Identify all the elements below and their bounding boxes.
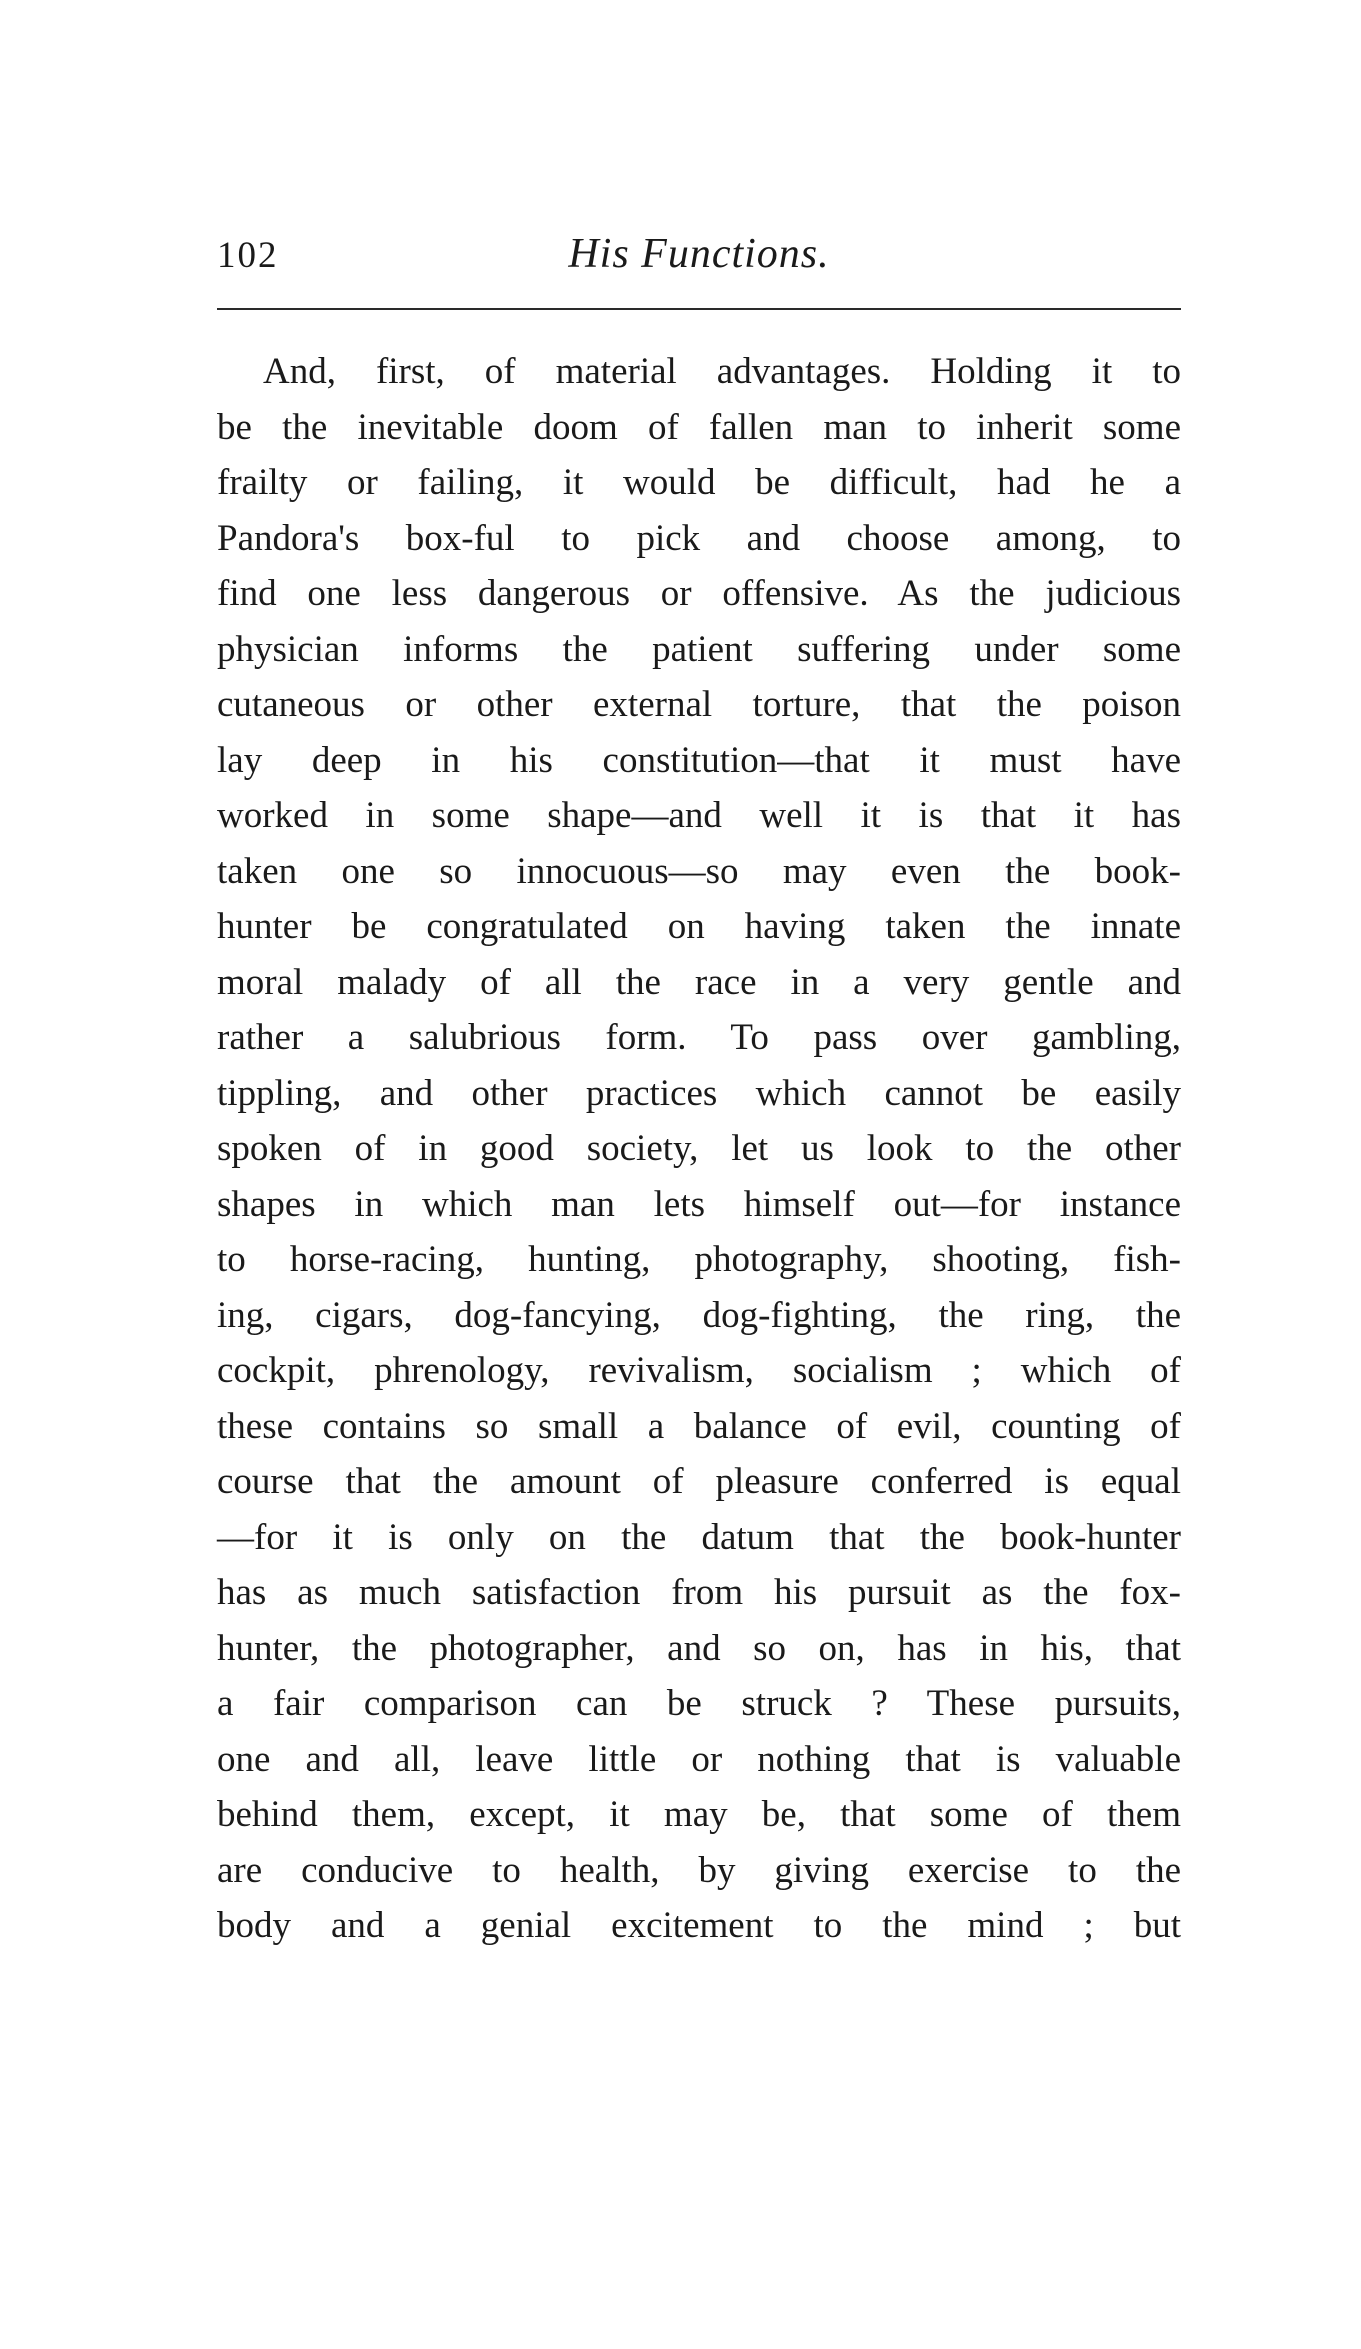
- text-line: worked in some shape—and well it is that it has: [217, 795, 1181, 836]
- text-line: physician informs the patient suffering under some: [217, 628, 1181, 670]
- text-line: And, first, of material advantages. Holding it to: [263, 351, 1181, 392]
- page-number: 102: [217, 235, 279, 276]
- text-line: rather a salubrious form. To pass over gambling,: [217, 1017, 1181, 1058]
- text-line: behind them, except, it may be, that some of them: [217, 1794, 1181, 1835]
- header-rule: [217, 308, 1181, 310]
- text-line: be the inevitable doom of fallen man to inherit some: [217, 406, 1181, 448]
- text-line: —for it is only on the datum that the book-hunter: [217, 1516, 1181, 1558]
- text-line: cutaneous or other external torture, that the poison: [217, 684, 1181, 725]
- text-line: tippling, and other practices which cannot be easily: [217, 1072, 1181, 1114]
- running-title: His Functions.: [568, 231, 830, 277]
- text-line: to horse-racing, hunting, photography, shooting, fish-: [217, 1239, 1181, 1280]
- text-line: lay deep in his constitution—that it must have: [217, 739, 1181, 781]
- text-line: spoken of in good society, let us look to the other: [217, 1128, 1181, 1169]
- text-line: course that the amount of pleasure conferred is equal: [217, 1461, 1181, 1502]
- text-line: hunter, the photographer, and so on, has in his, that: [217, 1627, 1181, 1669]
- text-line: cockpit, phrenology, revivalism, socialism ; which of: [217, 1350, 1181, 1391]
- running-head: [217, 232, 1181, 292]
- text-line: body and a genial excitement to the mind ; but: [217, 1905, 1181, 1946]
- text-line: a fair comparison can be struck ? These pursuits,: [217, 1683, 1181, 1724]
- text-line: these contains so small a balance of evil, counting of: [217, 1405, 1181, 1447]
- text-line: moral malady of all the race in a very gentle and: [217, 961, 1181, 1003]
- text-line: taken one so innocuous—so may even the book-: [217, 850, 1181, 892]
- text-line: one and all, leave little or nothing that is valuable: [217, 1738, 1181, 1780]
- text-line: shapes in which man lets himself out—for instance: [217, 1183, 1181, 1225]
- body-text: [217, 344, 1181, 1954]
- text-line: hunter be congratulated on having taken the innate: [217, 906, 1181, 947]
- text-line: ing, cigars, dog-fancying, dog-fighting, the ring, the: [217, 1294, 1181, 1336]
- text-line: find one less dangerous or offensive. As the judicious: [217, 573, 1181, 614]
- text-line: frailty or failing, it would be difficult, had he a: [217, 462, 1181, 503]
- text-line: are conducive to health, by giving exercise to the: [217, 1849, 1181, 1891]
- text-line: has as much satisfaction from his pursuit as the fox-: [217, 1572, 1181, 1613]
- text-line: Pandora's box-ful to pick and choose among, to: [217, 517, 1181, 559]
